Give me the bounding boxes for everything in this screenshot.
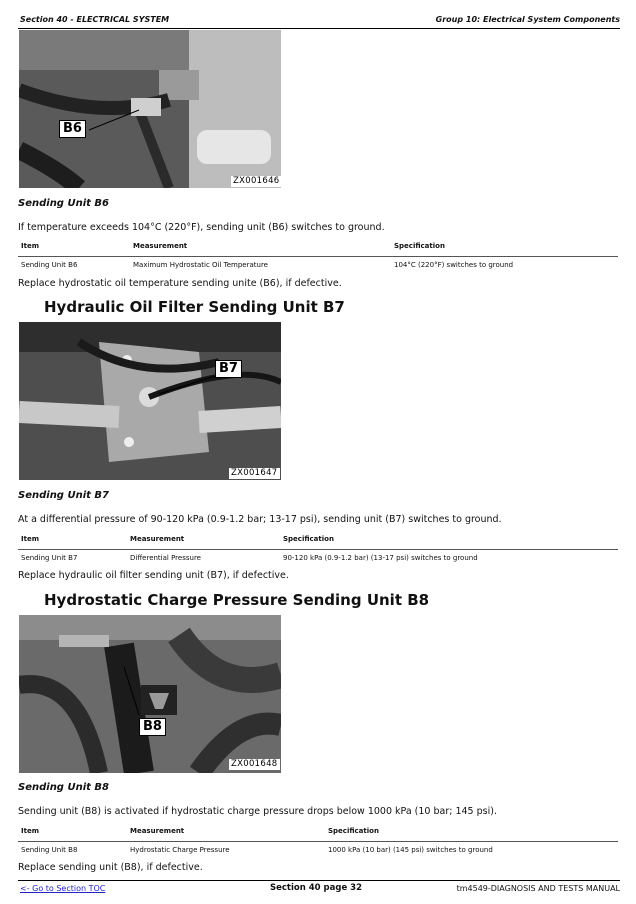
- caption-b8: Sending Unit B8: [18, 782, 109, 793]
- table-header-row: [18, 240, 618, 256]
- col-measurement: Measurement: [130, 535, 185, 543]
- col-item: Item: [21, 827, 39, 835]
- callout-b8: B8: [139, 718, 166, 736]
- col-specification: Specification: [283, 535, 334, 543]
- col-item: Item: [21, 242, 39, 250]
- photo-code-b7: ZX001647: [231, 468, 278, 478]
- toc-link[interactable]: <- Go to Section TOC: [20, 884, 106, 893]
- col-specification: Specification: [394, 242, 445, 250]
- spec-table-b7: [18, 533, 618, 566]
- col-measurement: Measurement: [133, 242, 188, 250]
- page-footer: [18, 880, 620, 895]
- col-item: Item: [21, 535, 39, 543]
- col-measurement: Measurement: [130, 827, 185, 835]
- description-b7: At a differential pressure of 90-120 kPa (0.9-1.2 bar; 13-17 psi), sending unit (B7) switches to ground.: [18, 514, 502, 525]
- cell-specification: 90-120 kPa (0.9-1.2 bar) (13-17 psi) switches to ground: [283, 554, 478, 562]
- cell-measurement: Hydrostatic Charge Pressure: [130, 846, 230, 854]
- callout-b7: B7: [215, 360, 242, 378]
- note-b8: Replace sending unit (B8), if defective.: [18, 862, 203, 873]
- table-header-row: [18, 825, 618, 841]
- col-specification: Specification: [328, 827, 379, 835]
- heading-b8: Hydrostatic Charge Pressure Sending Unit B8: [44, 591, 430, 609]
- table-header-row: [18, 533, 618, 549]
- cell-item: Sending Unit B6: [21, 261, 78, 269]
- cell-measurement: Maximum Hydrostatic Oil Temperature: [133, 261, 268, 269]
- manual-title: tm4549-DIAGNOSIS AND TESTS MANUAL: [456, 884, 620, 893]
- cell-specification: 1000 kPa (10 bar) (145 psi) switches to ground: [328, 846, 493, 854]
- section-title: Section 40 - ELECTRICAL SYSTEM: [20, 15, 170, 24]
- description-b6: If temperature exceeds 104°C (220°F), sending unit (B6) switches to ground.: [18, 222, 385, 233]
- note-b6: Replace hydrostatic oil temperature sending unite (B6), if defective.: [18, 278, 342, 289]
- photo-b6: [19, 30, 281, 188]
- page-number: Section 40 page 32: [270, 883, 362, 893]
- photo-b8: [19, 615, 281, 773]
- photo-code-b6: ZX001646: [233, 176, 280, 186]
- caption-b7: Sending Unit B7: [18, 490, 109, 501]
- page-header: [18, 12, 620, 29]
- spec-table-b8: [18, 825, 618, 858]
- photo-b7: [19, 322, 281, 480]
- callout-b6: B6: [59, 120, 86, 138]
- description-b8: Sending unit (B8) is activated if hydrostatic charge pressure drops below 1000 kPa (10 bar; 145 psi).: [18, 806, 497, 817]
- table-row: [18, 549, 618, 566]
- note-b7: Replace hydraulic oil filter sending unit (B7), if defective.: [18, 570, 289, 581]
- caption-b6: Sending Unit B6: [18, 198, 109, 209]
- table-row: [18, 841, 618, 858]
- group-title: Group 10: Electrical System Components: [435, 15, 620, 24]
- spec-table-b6: [18, 240, 618, 273]
- cell-item: Sending Unit B7: [21, 554, 78, 562]
- photo-code-b8: ZX001648: [231, 759, 278, 769]
- cell-specification: 104°C (220°F) switches to ground: [394, 261, 514, 269]
- heading-b7: Hydraulic Oil Filter Sending Unit B7: [44, 298, 345, 316]
- cell-item: Sending Unit B8: [21, 846, 78, 854]
- cell-measurement: Differential Pressure: [130, 554, 201, 562]
- table-row: [18, 256, 618, 273]
